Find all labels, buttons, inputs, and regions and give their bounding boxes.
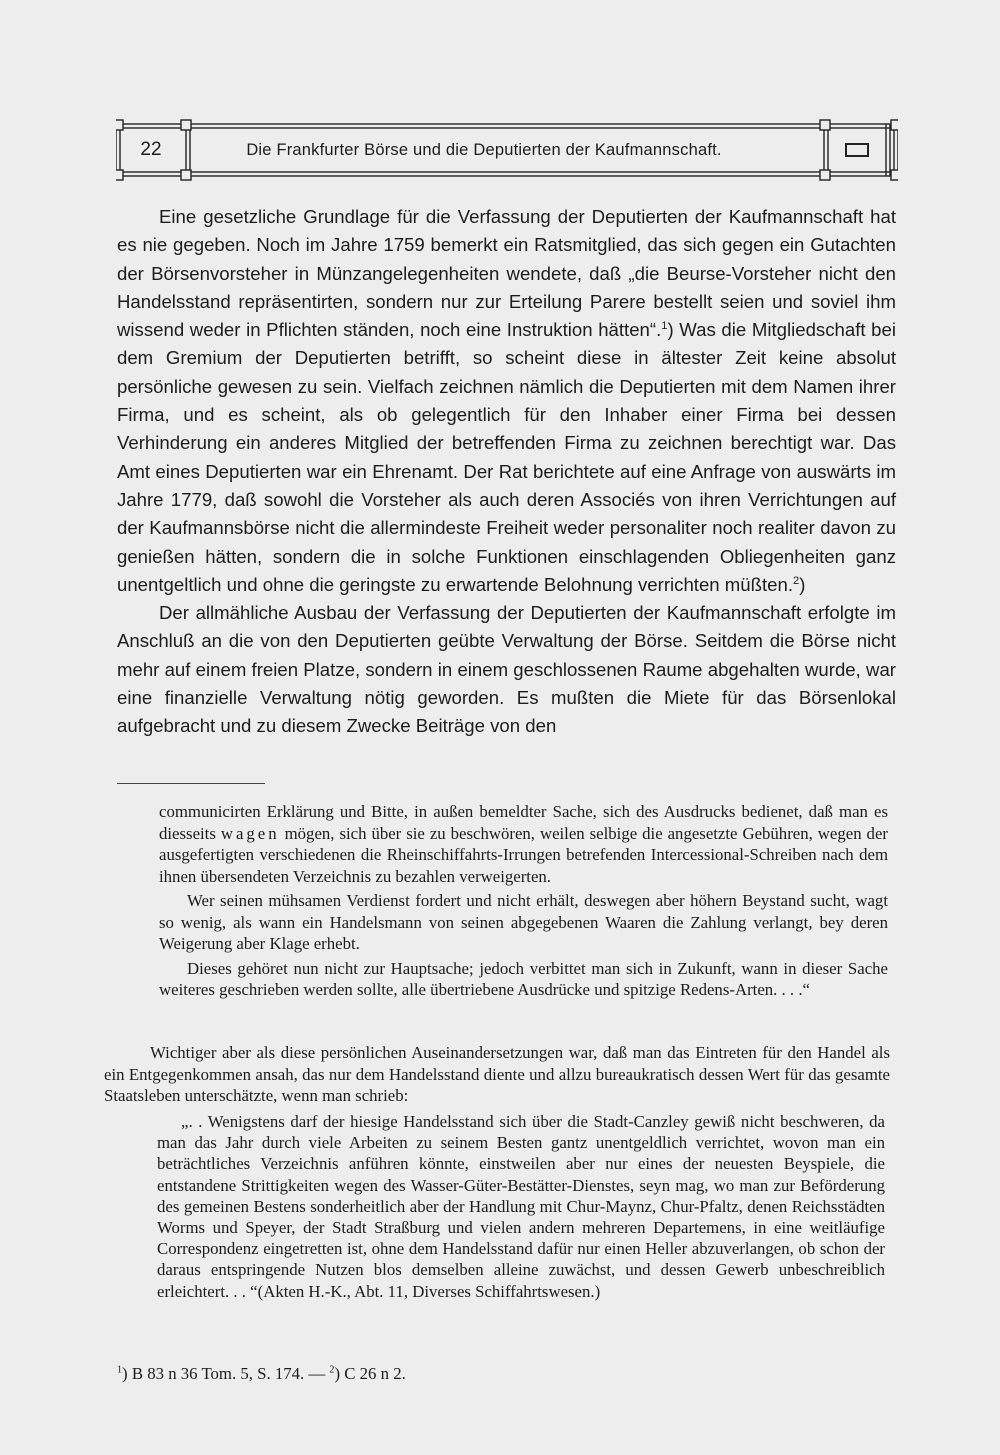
note-paragraph-2: Wer seinen mühsamen Verdienst fordert und nicht erhält, deswegen aber höhern Beystand sucht, wagt so wenig, als wann ein Handelsmann von seinen abgegebenen Waaren die Zahlung verlangt, bey deren Weigerung aber Klage erhebt.	[159, 891, 888, 953]
footnote-marker-2: 2	[329, 1364, 335, 1376]
note-paragraph-1	[159, 801, 888, 887]
footnote-ref-1: 1	[661, 320, 668, 332]
commentary-paragraph: Wichtiger aber als diese persönlichen Auseinandersetzungen war, daß man das Eintreten für den Handel als ein Entgegenkommen ansah, das nur dem Handelsstand diente und allzu bureaukratisch dessen Wert für das gesamte Staatsleben unterschätzte, wenn man schrieb:	[104, 1043, 890, 1105]
page-number: 22	[140, 139, 162, 160]
footnote-separator	[117, 783, 265, 784]
note-paragraph-3: Dieses gehöret nun nicht zur Hauptsache; jedoch verbittet man sich in Zukunft, wann in dieser Sache weiteres geschrieben werden sollte, alle übertriebene Ausdrücke und spitzige Redens-Arten. . . .“	[159, 958, 888, 999]
quote-paragraph: „. . Wenigstens darf der hiesige Handelsstand sich über die Stadt-Canzley gewiß nicht beschweren, da man das Jahr durch viele Arbeiten zu seinem Besten gantz unentgeldlich verrichtet, wovon man ein beträchtliches Verzeichnis anführen könnte, einstweilen aber nur eines der neuesten Beyspiele, die entstandene Strittigkeiten wegen des Wasser-Güter-Bestätter-Dienstes, seyn mag, wo man zur Beförderung des gemeinen Bestens sonderheitlich aber der Handlung mit Chur-Maynz, Chur-Pfaltz, denen Reichsstädten Worms und Speyer, der Stadt Straßburg und vielen andern mehreren Departemens, in eine weitläufige Correspondenz eingetretten ist, ohne dem Handelsstand dafür nur einen Heller abzuverlangen, ob schon der daraus entspringende Nutzen blos demselben alleine zuwächst, und dessen Gewerb unbeschreiblich erleichtert. . . “(Akten H.-K., Abt. 11, Diverses Schiffahrtswesen.)	[157, 1112, 885, 1301]
footnote-2: ) C 26 n 2.	[334, 1364, 406, 1383]
paragraph-1-text-cont: ) Was die Mitgliedschaft bei dem Gremium der Deputierten betrifft, so scheint diese in ältester Zeit keine absolut persönliche gewesen zu sein. Vielfach zeichnen nämlich die Deputierten mit dem Namen ihrer Firma, und es scheint, als ob gelegentlich für den Inhaber einer Firma bei dessen Verhinderung ein anderes Mitglied der betreffenden Firma zu zeichnen berechtigt war. Das Amt eines Deputierten war ein Ehrenamt. Der Rat berichtete auf eine Anfrage von auswärts im Jahre 1779, daß sowohl die Vorsteher als auch deren Associés von ihren Verrichtungen auf der Kaufmannsbörse nicht die allermindeste Freiheit weder personaliter noch realiter davon zu genießen hätten, sondern die in solche Funktionen einschlagenden Obliegenheiten ganz unentgeltlich und ohne die geringste zu erwartende Belohnung verrichten müßten.	[117, 319, 896, 595]
note-1-text: communicirten Erklärung und Bitte, in außen bemeldter Sache, sich des Ausdrucks bedienet, daß man es diesseits	[159, 802, 888, 843]
main-text	[117, 203, 896, 741]
footnote-marker-1: 1	[117, 1364, 123, 1376]
footnote-ref-2: 2	[793, 574, 800, 587]
footnote-1: ) B 83 n 36 Tom. 5, S. 174. —	[122, 1364, 330, 1383]
paragraph-1-end: )	[799, 573, 806, 595]
paragraph-1-text: Eine gesetzliche Grundlage für die Verfassung der Deputierten der Kaufmannschaft hat es nie gegeben. Noch im Jahre 1759 bemerkt ein Ratsmitglied, das sich gegen ein Gutachten der Börsenvorsteher in Münzangelegenheiten wendete, daß „die Beurse-Vorsteher nicht den Handelsstand repräsentirten, sondern nur zur Erteilung Parere bestellt seien und soviel ihm wissend weder in Pflichten ständen, noch eine Instruktion hätten“.	[117, 206, 896, 341]
paragraph-2: Der allmähliche Ausbau der Verfassung der Deputierten der Kaufmannschaft erfolgte im Anschluß an die von den Deputierten geübte Verwaltung der Börse. Seitdem die Börse nicht mehr auf einem freien Platze, sondern in einem geschlossenen Raume abgehalten wurde, war eine finanzielle Verwaltung nötig geworden. Es mußten die Miete für das Börsenlokal aufgebracht und zu diesem Zwecke Beiträge von den	[117, 602, 896, 737]
paragraph-1	[117, 203, 896, 599]
block-quote	[157, 1111, 885, 1302]
commentary-text	[104, 1042, 890, 1107]
page-footnotes	[117, 1363, 717, 1385]
note-1-text-cont: mögen, sich über sie zu beschwören, weilen selbige die angesetzte Gebühren, wegen der ausgefertigten verschiedenen die Rheinschiffahrts-Irrungen betrefenden Intercessional-Schreiben nach dem ihnen übersendeten Verzeichnis zu bezahlen verweigerten.	[159, 823, 888, 886]
running-header	[116, 118, 898, 182]
continued-footnote	[159, 801, 888, 1004]
note-1-spaced-word: wagen	[220, 823, 280, 843]
running-title: Die Frankfurter Börse und die Deputierten der Kaufmannschaft.	[246, 141, 722, 159]
